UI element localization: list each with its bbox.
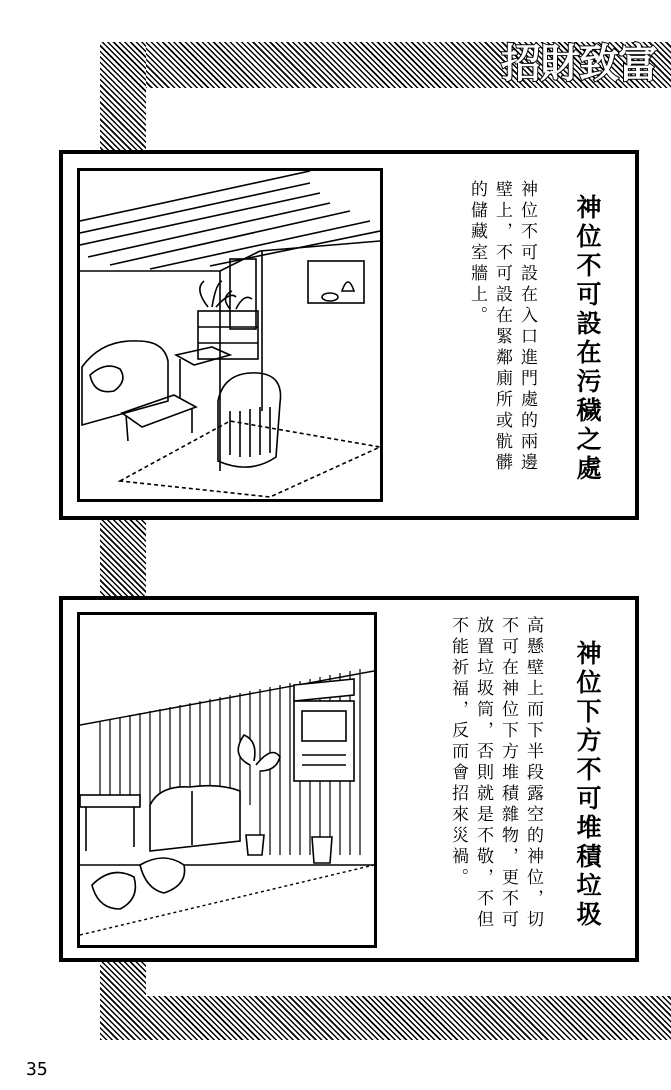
room-wall-shrine-icon: [80, 615, 374, 945]
frame-left-bar-top: [100, 42, 146, 154]
living-room-shrine-icon: [80, 171, 380, 499]
section-body-2: 高懸壁上而下半段露空的神位，切不可在神位下方堆積雜物，更不可放置垃圾筒，否則就是不敬，不但不能祈福，反而會招來災禍。: [448, 616, 543, 931]
footer-banner: [100, 996, 671, 1040]
section-heading-2: 神位下方不可堆積垃圾: [573, 640, 602, 930]
illustration-room-wall: [77, 612, 377, 948]
section-panel-1: [59, 150, 639, 520]
frame-left-bar-middle: [100, 518, 146, 598]
page-number: 35: [26, 1059, 48, 1080]
section-panel-2: [59, 596, 639, 962]
page-title: 招財致富: [501, 41, 657, 87]
illustration-living-room: [77, 168, 383, 502]
section-heading-1: 神位不可設在污穢之處: [573, 194, 602, 484]
section-body-1: 神位不可設在入口進門處的兩邊壁上，不可設在緊鄰廁所或骯髒的儲藏室牆上。: [467, 180, 537, 474]
